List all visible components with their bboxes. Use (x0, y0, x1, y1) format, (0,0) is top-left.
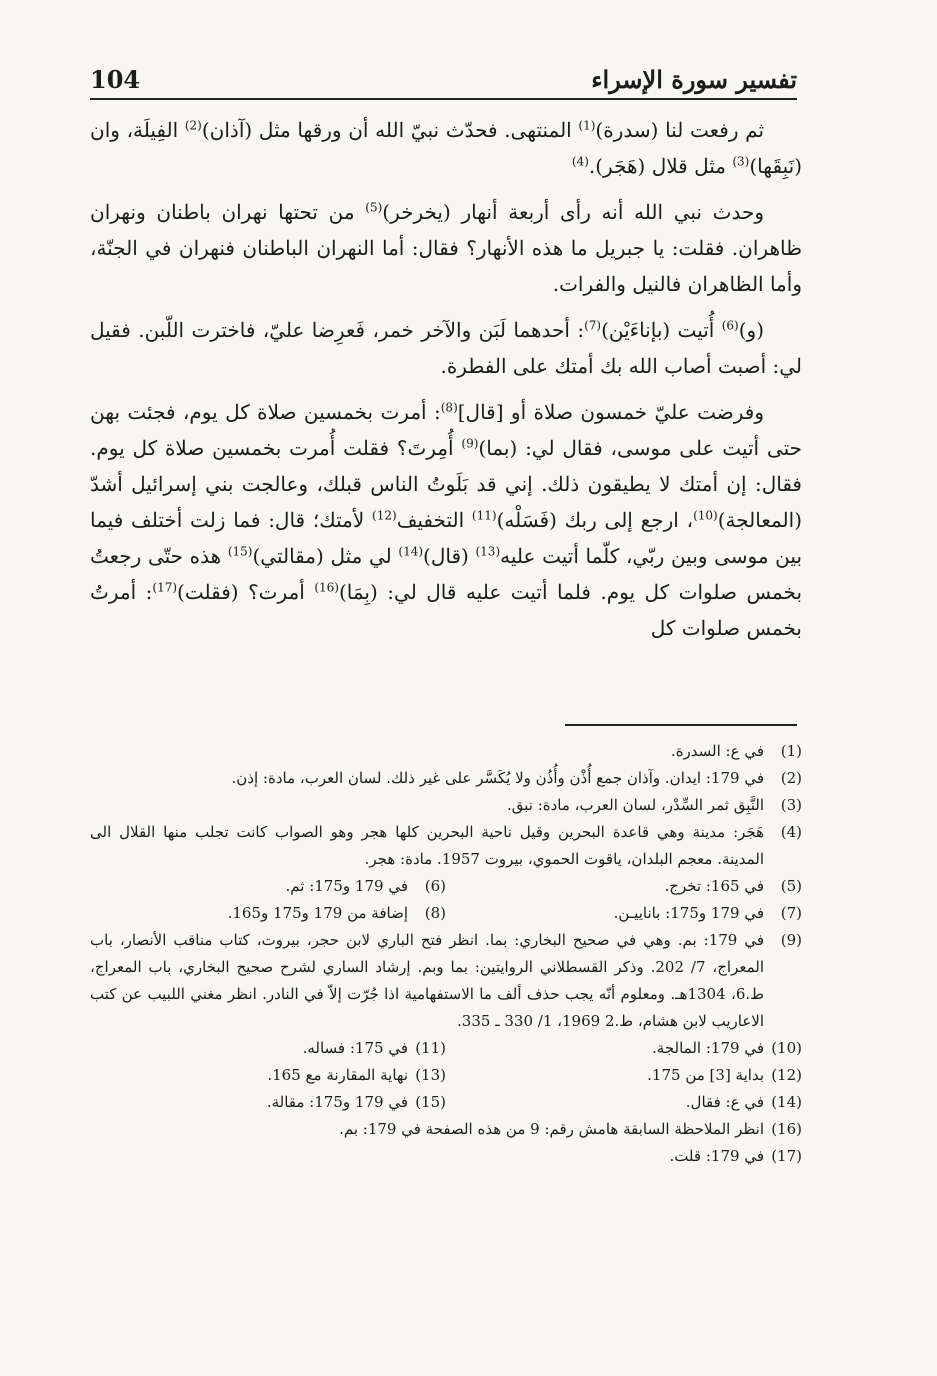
footnote-ref[interactable]: (2) (184, 118, 202, 133)
footnote-2: (2) في 179: ايدان. وآذان جمع أُذْن وأُذُن ولا يُكَسَّر على غير ذلك. لسان العرب، مادة: إذن. (231, 769, 802, 787)
footnote-ref[interactable]: (15) (227, 544, 253, 559)
footnote-ref[interactable]: (14) (398, 544, 424, 559)
footnote-ref[interactable]: (5) (365, 200, 383, 215)
footnote-7: (7) في 179 و175: باناييـن. (613, 904, 802, 922)
paragraph-3: (و)$^{(6)}$ أُتيت (بإناءَيْن)$^{(7)}$: أحدهما لَبَن والآخر خمر، فَعرِضا عليّ، فاخترت اللّبن. فقيل لي: أصبت أصاب الله بك أمتك على الفطرة. (90, 318, 802, 378)
footnote-16: (16) انظر الملاحظة السابقة هامش رقم: 9 من هذه الصفحة في 179: بم. (339, 1120, 802, 1138)
footnote-ref[interactable]: (8) (440, 400, 458, 415)
footnote-15: (15) في 179 و175: مقالة. (266, 1093, 446, 1111)
footnote-row (90, 1062, 802, 1089)
footnote-4: (4) هَجَر: مدينة وهي قاعدة البحرين وقيل ناحية البحرين كلها هجر وهو الصواب كانت تجلب منها القلال الى المدينة. معجم البلدان، ياقوت الحموي، بيروت 1957. مادة: هجر. (90, 823, 802, 868)
footnote-ref[interactable]: (13) (475, 544, 501, 559)
footnote-ref[interactable]: (12) (372, 508, 397, 523)
footnote-9: (9) في 179: بم. وهي في صحيح البخاري: بما. انظر فتح الباري لابن حجر، بيروت، كتاب مناقب الأنصار، باب المعراج، 7/ 202. وذكر القسطلاني الروايتين: بما وبم. إرشاد الساري لشرح صحيح البخاري، باب المعراج، ط.6، 1304هـ. ومعلوم أنّه يجب حذف ألف ما الاستفهامية اذا جُرّت إلاّ في النادر. انظر مغني اللبيب عن كتب الاعاريب لابن هشام، ط.2 1969، 1/ 330 ـ 335. (90, 931, 802, 1030)
footnote-ref[interactable]: (4) (571, 154, 589, 169)
footnote-12: (12) بداية [3] من 175. (647, 1066, 802, 1084)
footnote-11: (11) في 175: فساله. (302, 1039, 446, 1057)
main-text (90, 112, 802, 656)
footnote-ref[interactable]: (3) (732, 154, 750, 169)
paragraph-4: وفرضت عليّ خمسون صلاة أو [قال]$^{(8)}$: أمرت بخمسين صلاة كل يوم، فجئت بهن حتى أتيت على موسى، فقال لي: (بما)$^{(9)}$ أُمِرتَ؟ فقلت أُمرت بخمسين صلاة كل يوم. فقال: إن أمتك لا يطيقون ذلك. إني قد بَلَوتُ الناس قبلك، وعالجت بني إسرائيل أشدّ (المعالجة)$^{(10)}$، ارجع إلى ربك (فَسَلْه)$^{(11)}$ التخفيف$^{(12)}$ لأمتك؛ قال: فما زلت أختلف فيما بين موسى وبين ربّي، كلّما أتيت عليه$^{(13)}$ (قال)$^{(14)}$ لي مثل (مقالتي)$^{(15)}$ هذه حتّى رجعتُ بخمس صلوات كل يوم. فلما أتيت عليه قال لي: (بِمَا)$^{(16)}$ أمرت؟ (فقلت)$^{(17)}$: أمرتُ بخمس صلوات كل (90, 400, 803, 640)
footnote-14: (14) في ع: فقال. (685, 1093, 802, 1111)
footnote-10: (10) في 179: المالجة. (652, 1039, 802, 1057)
footnote-row (90, 900, 802, 927)
footnote-ref[interactable]: (6) (721, 318, 739, 333)
footnote-ref[interactable]: (7) (584, 318, 602, 333)
footnote-ref[interactable]: (11) (471, 508, 497, 523)
footnote-ref[interactable]: (10) (693, 508, 718, 523)
running-title: تفسير سورة الإسراء (591, 65, 797, 94)
footnote-ref[interactable]: (17) (152, 580, 178, 595)
footnote-separator (565, 724, 797, 726)
footnote-8: (8) إضافة من 179 و175 و165. (227, 904, 446, 922)
paragraph-2: وحدث نبي الله أنه رأى أربعة أنهار (يخرخر)$^{(5)}$ من تحتها نهران باطنان ونهران ظاهران. فقلت: يا جبريل ما هذه الأنهار؟ فقال: أما النهران الباطنان فنهران في الجنّة، وأما الظاهران فالنيل والفرات. (90, 200, 802, 296)
footnote-3: (3) النَّبِق ثمر السِّدْر، لسان العرب، مادة: نبق. (506, 796, 802, 814)
footnote-ref[interactable]: (1) (578, 118, 596, 133)
footnote-17: (17) في 179: قلت. (669, 1147, 802, 1165)
paragraph-1: ثم رفعت لنا (سدرة)$^{(1)}$ المنتهى. فحدّث نبيّ الله أن ورقها مثل (آذان)$^{(2)}$ الفِيلَة، وان (نَبِقَها)$^{(3)}$ مثل قلال (هَجَر).$^{(4)}$ (90, 118, 802, 178)
footnote-13: (13) نهاية المقارنة مع 165. (267, 1066, 446, 1084)
footnote-ref[interactable]: (9) (461, 436, 479, 451)
footnote-5: (5) في 165: تخرج. (664, 877, 802, 895)
footnote-row (90, 1089, 802, 1116)
page-number: 104 (90, 65, 141, 94)
footnote-ref[interactable]: (16) (314, 580, 339, 595)
footnotes (90, 738, 802, 1170)
footnote-row (90, 873, 802, 900)
footnote-1: (1) في ع: السدرة. (670, 742, 802, 760)
page-header (90, 58, 797, 100)
footnote-6: (6) في 179 و175: ثم. (285, 877, 446, 895)
footnote-row (90, 1035, 802, 1062)
